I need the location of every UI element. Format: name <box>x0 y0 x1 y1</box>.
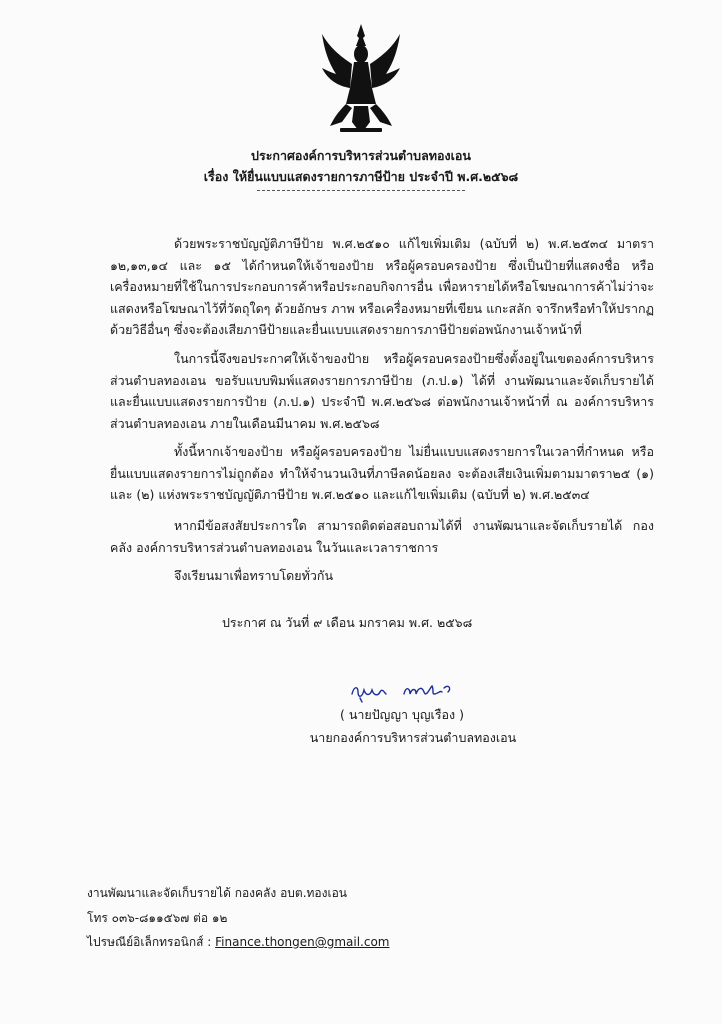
footer-email-line <box>87 933 390 952</box>
signer-title: นายกองค์การบริหารส่วนตำบลทองเอน <box>309 730 517 745</box>
footer-email-label: ไปรษณีย์อิเล็กทรอนิกส์ : <box>87 935 216 949</box>
handwritten-signature <box>348 680 458 704</box>
announcement-subject: เรื่อง ให้ยื่นแบบแสดงรายการภาษีป้าย ประจำปี พ.ศ.๒๕๖๘ <box>203 169 519 184</box>
paragraph-contact: หากมีข้อสงสัยประการใด สามารถติดต่อสอบถามได้ที่ งานพัฒนาและจัดเก็บรายได้ กองคลัง องค์การบริหารส่วนตำบลทองเอน ในวันและเวลาราชการ <box>110 518 654 555</box>
paragraph-legal-basis: ด้วยพระราชบัญญัติภาษีป้าย พ.ศ.๒๕๑๐ แก้ไขเพิ่มเติม (ฉบับที่ ๒) พ.ศ.๒๕๓๔ มาตรา ๑๒,๑๓,๑๔ และ ๑๕ ได้กำหนดให้เจ้าของป้าย หรือผู้ครอบครองป้าย ซึ่งเป็นป้ายที่แสดงชื่อ หรือเครื่องหมายที่ใช้ในการประกอบการค้าหรือประกอบกิจการอื่น เพื่อหารายได้หรือโฆษณาการค้าไม่ว่าจะแสดงหรือโฆษณาไว้ที่วัตถุใดๆ ด้วยอักษร ภาพ หรือเครื่องหมายที่เขียน แกะสลัก จารึกหรือทำให้ปรากฏด้วยวิธีอื่นๆ ซึ่งจะต้องเสียภาษีป้ายและยื่นแบบแสดงรายการภาษีป้ายต่อพนักงานเจ้าหน้าที่ <box>110 236 654 338</box>
signer-name: ( นายปัญญา บุญเรือง ) <box>340 707 464 722</box>
footer-email-link[interactable]: Finance.thongen@gmail.com <box>215 935 390 949</box>
paragraph-announcement: ในการนี้จึงขอประกาศให้เจ้าของป้าย หรือผู้ครอบครองป้ายซึ่งตั้งอยู่ในเขตองค์การบริหารส่วนตำบลทองเอน ขอรับแบบพิมพ์แสดงรายการภาษีป้าย (ภ.ป.๑) ได้ที่ งานพัฒนาและจัดเก็บรายได้ และยื่นแบบแสดงรายการป้าย (ภ.ป.๑) ประจำปี พ.ศ.๒๕๖๘ ต่อพนักงานเจ้าหน้าที่ ณ องค์การบริหารส่วนตำบลทองเอน ภายในเดือนมีนาคม พ.ศ.๒๕๖๘ <box>110 351 654 431</box>
announcement-date: ประกาศ ณ วันที่ ๙ เดือน มกราคม พ.ศ. ๒๕๖๘ <box>222 615 473 630</box>
title-divider <box>257 190 465 191</box>
garuda-emblem-icon <box>318 22 404 134</box>
footer-phone: โทร ๐๓๖-๘๑๑๕๖๗ ต่อ ๑๒ <box>87 911 228 925</box>
footer-department: งานพัฒนาและจัดเก็บรายได้ กองคลัง อบต.ทองเอน <box>87 886 347 900</box>
paragraph-closing: จึงเรียนมาเพื่อทราบโดยทั่วกัน <box>174 568 333 583</box>
paragraph-penalty: ทั้งนี้หากเจ้าของป้าย หรือผู้ครอบครองป้าย ไม่ยื่นแบบแสดงรายการในเวลาที่กำหนด หรือยื่นแบบแสดงรายการไม่ถูกต้อง ทำให้จำนวนเงินที่ภาษีลดน้อยลง จะต้องเสียเงินเพิ่มตามมาตรา๒๕ (๑) และ (๒) แห่งพระราชบัญญัติภาษีป้าย พ.ศ.๒๕๑๐ และแก้ไขเพิ่มเติม (ฉบับที่ ๒) พ.ศ.๒๕๓๔ <box>110 444 654 503</box>
announcement-title: ประกาศองค์การบริหารส่วนตำบลทองเอน <box>251 148 471 163</box>
